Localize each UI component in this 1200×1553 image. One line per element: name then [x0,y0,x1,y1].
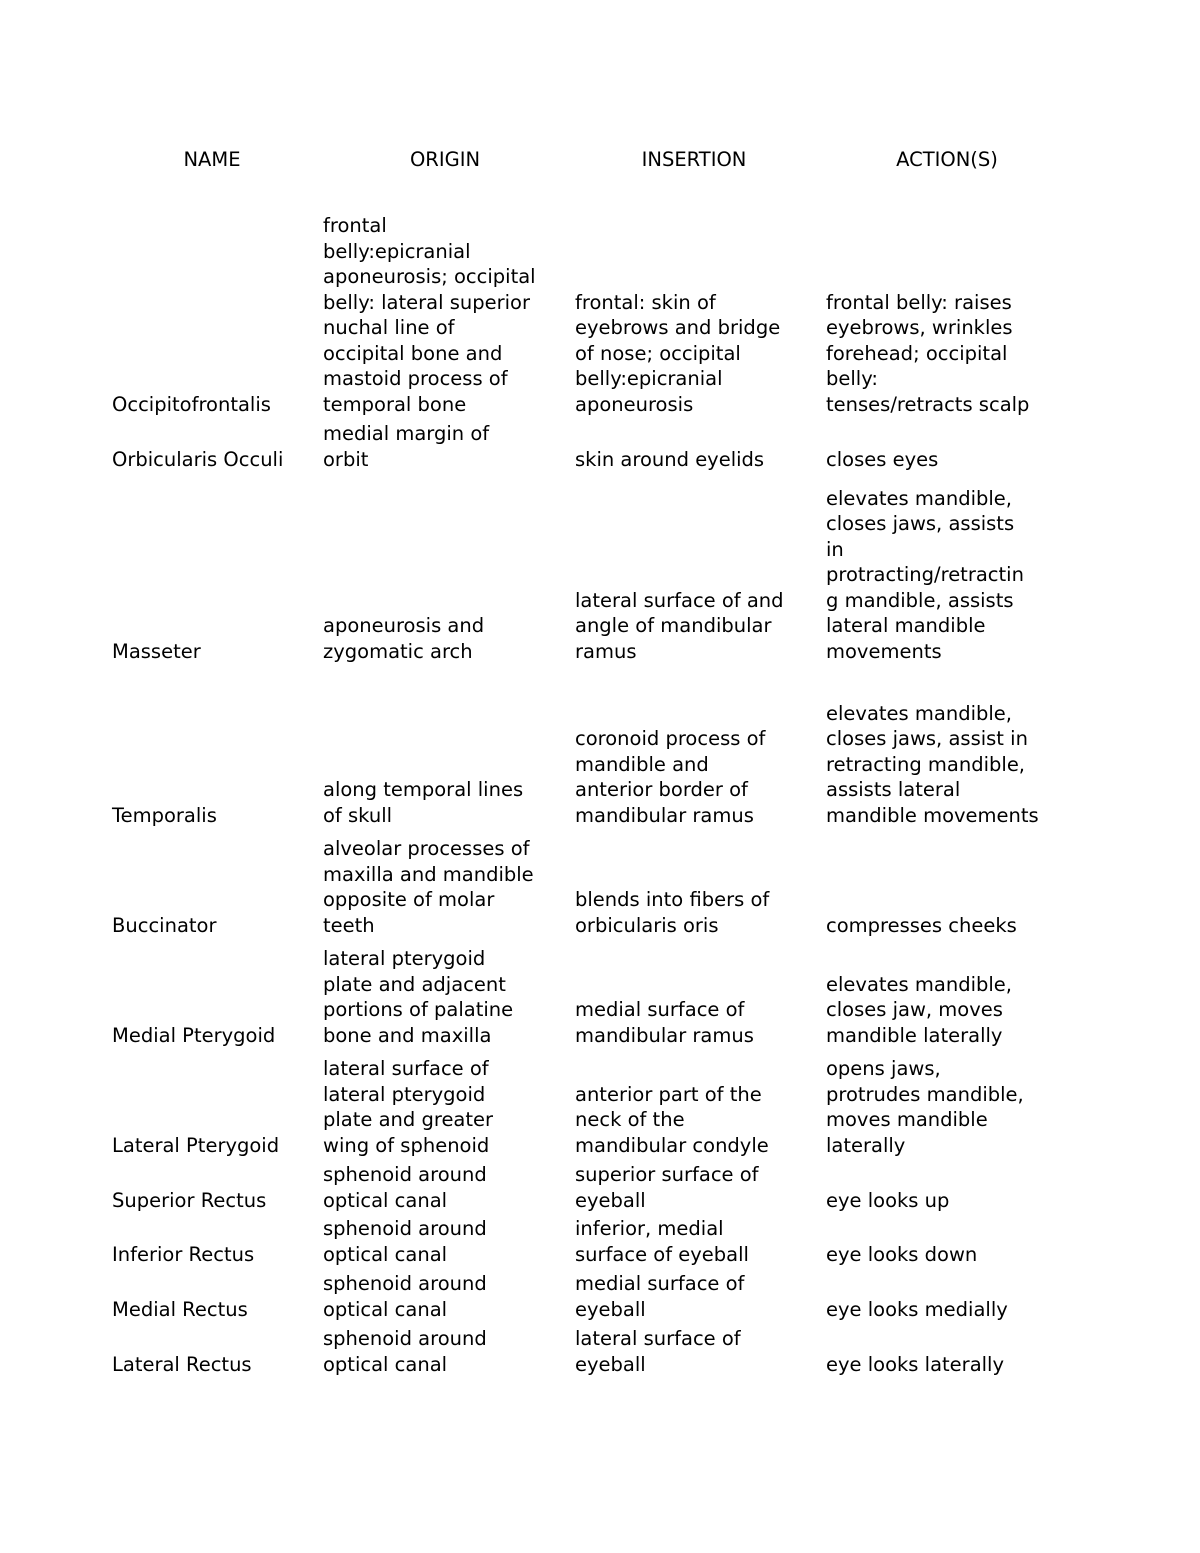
cell-action: elevates mandible, closes jaw, moves mandible laterally [826,972,1012,1047]
cell-origin: lateral surface of lateral pterygoid plate and greater wing of sphenoid [323,1057,494,1157]
cell-action: eye looks up [826,1188,950,1212]
cell-origin: medial margin of orbit [323,422,490,471]
cell-name: Orbicularis Occuli [112,447,284,471]
cell-name: Inferior Rectus [112,1242,255,1266]
cell-insertion: skin around eyelids [575,447,765,471]
cell-name: Lateral Pterygoid [112,1133,280,1157]
cell-insertion: blends into fibers of orbicularis oris [575,888,770,937]
cell-origin: sphenoid around optical canal [323,1217,487,1266]
cell-action: elevates mandible, closes jaws, assist in retracting mandible, assists lateral mandible movements [826,701,1039,827]
cell-origin: frontal belly:epicranial aponeurosis; occipital belly: lateral superior nuchal line of occipital bone and mastoid process of temporal bone [323,214,536,416]
cell-origin: along temporal lines of skull [323,778,524,827]
cell-name: Buccinator [112,913,217,937]
cell-origin: sphenoid around optical canal [323,1327,487,1376]
cell-origin: aponeurosis and zygomatic arch [323,614,485,663]
cell-name: Medial Rectus [112,1297,248,1321]
cell-name: Superior Rectus [112,1188,267,1212]
cell-insertion: coronoid process of mandible and anterior border of mandibular ramus [575,727,766,827]
cell-insertion: lateral surface of eyeball [575,1327,741,1376]
cell-action: closes eyes [826,447,939,471]
cell-insertion: frontal: skin of eyebrows and bridge of nose; occipital belly:epicranial aponeurosis [575,290,781,416]
cell-insertion: anterior part of the neck of the mandibular condyle [575,1082,769,1157]
cell-origin: sphenoid around optical canal [323,1272,487,1321]
cell-insertion: inferior, medial surface of eyeball [575,1217,749,1266]
cell-name: Temporalis [112,803,217,827]
header-actions: ACTION(S) [896,148,998,171]
header-name: NAME [183,148,241,171]
cell-name: Lateral Rectus [112,1352,252,1376]
cell-name: Medial Pterygoid [112,1023,276,1047]
cell-insertion: medial surface of eyeball [575,1272,745,1321]
cell-action: eye looks down [826,1242,978,1266]
cell-insertion: lateral surface of and angle of mandibular ramus [575,588,784,663]
cell-action: compresses cheeks [826,913,1017,937]
cell-action: eye looks laterally [826,1352,1005,1376]
cell-name: Masseter [112,639,201,663]
cell-insertion: superior surface of eyeball [575,1163,759,1212]
header-insertion: INSERTION [641,148,747,171]
cell-origin: alveolar processes of maxilla and mandible opposite of molar teeth [323,837,534,937]
cell-action: eye looks medially [826,1297,1008,1321]
cell-action: elevates mandible, closes jaws, assists in protracting/retractin g mandible, assists lateral mandible movements [826,486,1024,663]
cell-origin: sphenoid around optical canal [323,1163,487,1212]
cell-action: opens jaws, protrudes mandible, moves mandible laterally [826,1057,1024,1157]
cell-name: Occipitofrontalis [112,392,271,416]
header-origin: ORIGIN [409,148,481,171]
cell-action: frontal belly: raises eyebrows, wrinkles forehead; occipital belly: tenses/retracts scalp [826,290,1030,416]
cell-origin: lateral pterygoid plate and adjacent portions of palatine bone and maxilla [323,947,514,1047]
cell-insertion: medial surface of mandibular ramus [575,998,754,1047]
